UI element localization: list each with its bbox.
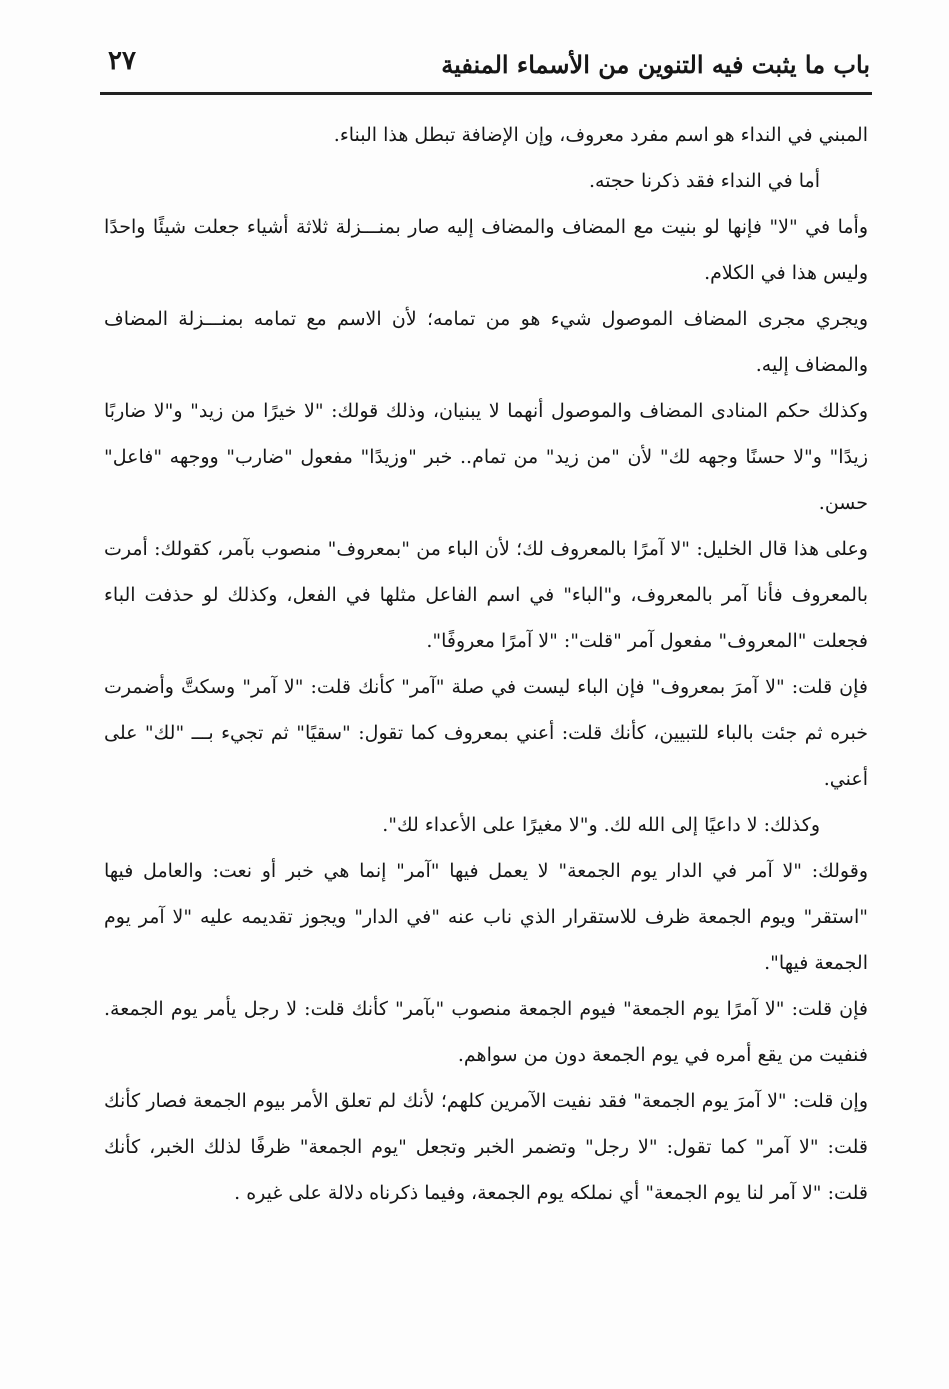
- paragraph: وكذلك: لا داعيًا إلى الله لك. و"لا مغيرًا على الأعداء لك".: [382, 814, 820, 836]
- header-divider: [100, 92, 872, 95]
- paragraph: وكذلك حكم المنادى المضاف والموصول أنهما لا يبنيان، وذلك قولك: "لا خيرًا من زيد" و"لا ضاربًا زيدًا" و"لا حسنًا وجهه لك" لأن "من زيد" من تمام.. خبر "وزيدًا" مفعول "ضارب" ووجهه "فاعل" حسن.: [104, 400, 868, 514]
- paragraph: فإن قلت: "لا آمرًا يوم الجمعة" فيوم الجمعة منصوب "بآمر" كأنك قلت: لا رجل يأمر يوم الجمعة. فنفيت من يقع أمره في يوم الجمعة دون من سواهم.: [104, 998, 868, 1066]
- paragraph: وعلى هذا قال الخليل: "لا آمرًا بالمعروف لك؛ لأن الباء من "بمعروف" منصوب بآمر، كقولك: أمرت بالمعروف فأنا آمر بالمعروف، و"الباء" في اسم الفاعل مثلها في الفعل، وكذلك لو حذفت الباء فجعلت "المعروف" مفعول آمر "قلت": "لا آمرًا معروفًا".: [104, 538, 868, 652]
- paragraph: فإن قلت: "لا آمرَ بمعروف" فإن الباء ليست في صلة "آمر" كأنك قلت: "لا آمر" وسكتَّ وأضمرت خبره ثم جئت بالباء للتبيين، كأنك قلت: أعني بمعروف كما تقول: "سقيًا" ثم تجيء بـــ "لك" على أعني.: [104, 676, 868, 790]
- paragraph: أما في النداء فقد ذكرنا حجته.: [588, 170, 820, 192]
- paragraph: وقولك: "لا آمر في الدار يوم الجمعة" لا يعمل فيها "آمر" إنما هي خبر أو نعت: والعامل فيها "استقر" ويوم الجمعة ظرف للاستقرار الذي ناب عنه "في الدار" ويجوز تقديمه عليه "لا آمر يوم الجمعة فيها".: [104, 860, 868, 974]
- paragraph: المبني في النداء هو اسم مفرد معروف، وإن الإضافة تبطل هذا البناء.: [333, 124, 868, 146]
- page-header: [100, 36, 870, 92]
- body-text: [104, 112, 868, 1216]
- paragraph: وإن قلت: "لا آمرَ يوم الجمعة" فقد نفيت الآمرين كلهم؛ لأنك لم تعلق الأمر بيوم الجمعة فصار كأنك قلت: "لا آمر" كما تقول: "لا رجل" وتضمر الخبر وتجعل "يوم الجمعة" ظرفًا لذلك الخبر، كأنك قلت: "لا آمر لنا يوم الجمعة" أي نملكه يوم الجمعة، وفيما ذكرناه دلالة على غيره .: [104, 1090, 868, 1204]
- page-number: ٢٧: [108, 46, 136, 76]
- paragraph: وأما في "لا" فإنها لو بنيت مع المضاف والمضاف إليه صار بمنـــزلة ثلاثة أشياء جعلت شيئًا واحدًا وليس هذا في الكلام.: [104, 216, 868, 284]
- running-title: باب ما يثبت فيه التنوين من الأسماء المنفية: [441, 50, 870, 79]
- paragraph: ويجري مجرى المضاف الموصول شيء هو من تمامه؛ لأن الاسم مع تمامه بمنـــزلة المضاف والمضاف إليه.: [104, 308, 868, 376]
